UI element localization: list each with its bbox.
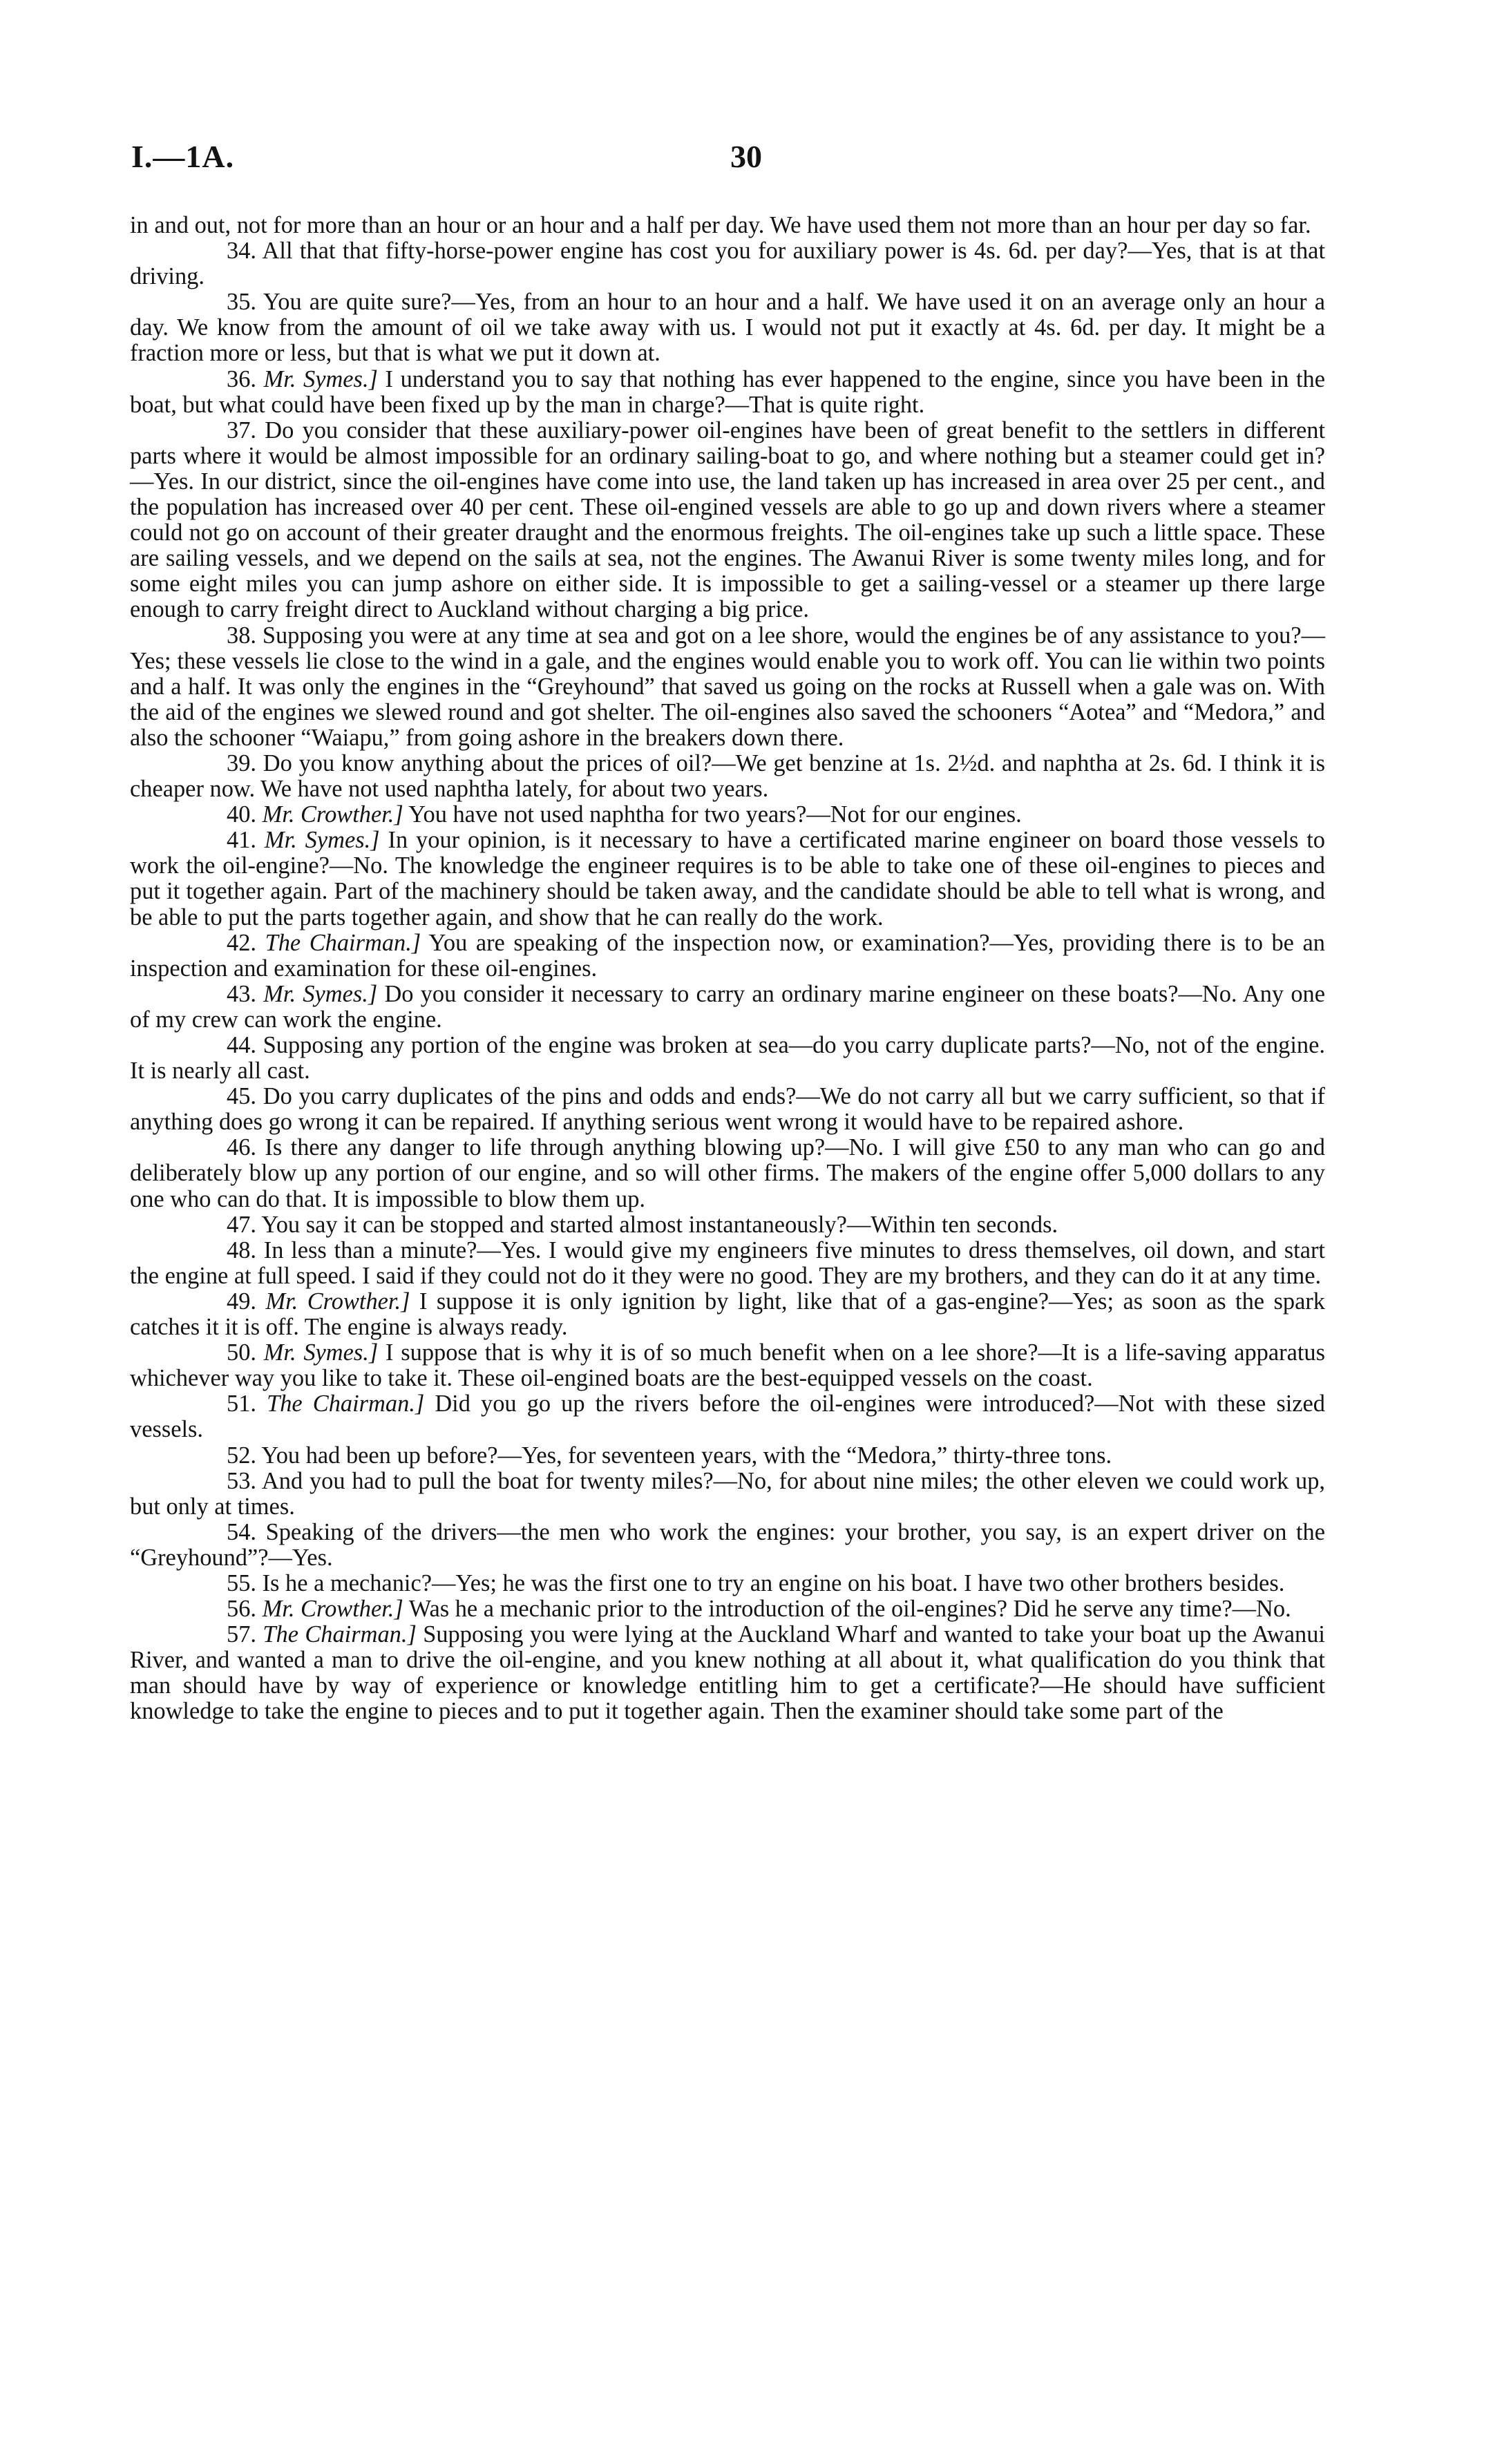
question-paragraph — [130, 1033, 1325, 1084]
paragraph-text: You say it can be stopped and started almost instantaneously?—Within ten seconds. — [261, 1211, 1058, 1238]
question-number: 48. — [227, 1236, 256, 1263]
paragraph-text: You are speaking of the inspection now, or examination?—Yes, providing there is to be an inspection and examination for these oil-engines. — [130, 929, 1325, 982]
question-paragraph — [130, 751, 1325, 802]
paragraph-text: Do you consider it necessary to carry an ordinary marine engineer on these boats?—No. Any one of my crew can work the engine. — [130, 980, 1325, 1033]
speaker-name: The Chairman.] — [267, 1391, 425, 1417]
paragraph-text: In your opinion, is it necessary to have a certificated marine engineer on board those vessels to work the oil-engine?—No. The knowledge the engineer requires is to be able to take one of these oil-engines to pieces and put it together again. Part of the machinery should be taken away, and the candidate should be able to tell what is wrong, and be able to put the parts together again, and show that he can really do the work. — [130, 827, 1326, 930]
speaker-name: The Chairman.] — [265, 929, 421, 956]
paragraph-text: I understand you to say that nothing has ever happened to the engine, since you have been in the boat, but what could have been fixed up by the man in charge?—That is quite right. — [130, 365, 1325, 418]
question-paragraph — [130, 1391, 1325, 1442]
paragraph-text: All that that fifty-horse-power engine has cost you for auxiliary power is 4s. 6d. per day?—Yes, that is at that driving. — [130, 238, 1326, 290]
question-paragraph — [130, 802, 1325, 828]
question-paragraph — [130, 289, 1325, 366]
speaker-name: Mr. Symes.] — [263, 365, 378, 392]
question-paragraph — [130, 1520, 1325, 1571]
question-paragraph — [130, 1135, 1325, 1212]
question-number: 57. — [227, 1621, 256, 1648]
speaker-name: Mr. Symes.] — [263, 1339, 379, 1366]
question-paragraph — [130, 238, 1325, 289]
question-paragraph — [130, 367, 1325, 418]
speaker-name: Mr. Crowther.] — [265, 1288, 410, 1315]
question-number: 44. — [227, 1032, 256, 1058]
paragraph-text: I suppose that is why it is of so much benefit when on a lee shore?—It is a life-saving apparatus whichever way you like to take it. These oil-engined boats are the best-equipped vessels on the coast. — [130, 1339, 1325, 1392]
paragraph-text: Is he a mechanic?—Yes; he was the first one to try an engine on his boat. I have two other brothers besides. — [262, 1569, 1285, 1596]
question-number: 45. — [227, 1083, 256, 1110]
question-number: 46. — [227, 1134, 256, 1161]
speaker-name: Mr. Crowther.] — [262, 1596, 403, 1623]
question-number: 43. — [227, 980, 256, 1007]
paragraph-text: I suppose it is only ignition by light, like that of a gas-engine?—Yes; as soon as the spark catches it it is off. The engine is always ready. — [130, 1288, 1325, 1341]
paragraph-text: Is there any danger to life through anything blowing up?—No. I will give £50 to any man who can go and deliberately blow up any portion of our engine, and so will other firms. The makers of the engine offer 5,000 dollars to any one who can do that. It is impossible to blow them up. — [130, 1134, 1325, 1212]
document-reference: I.—1A. — [131, 139, 235, 174]
paragraph-text: You had been up before?—Yes, for seventeen years, with the “Medora,” thirty-three tons. — [261, 1442, 1112, 1469]
question-paragraph — [130, 1469, 1325, 1520]
paragraph-text: Do you carry duplicates of the pins and odds and ends?—We do not carry all but we carry sufficient, so that if anything does go wrong it can be repaired. If anything serious went wrong it would have to be repaired ashore. — [130, 1083, 1325, 1136]
paragraph-text: in and out, not for more than an hour or an hour and a half per day. We have used them not more than an hour per day so far. — [130, 212, 1311, 238]
speaker-name: Mr. Symes.] — [264, 827, 380, 854]
question-number: 42. — [227, 929, 256, 956]
question-paragraph — [130, 1443, 1325, 1469]
page-number: 30 — [730, 139, 762, 174]
paragraph-text: Speaking of the drivers—the men who work the engines: your brother, you say, is an expert driver on the “Greyhound”?—Yes. — [130, 1518, 1325, 1571]
speaker-name: Mr. Crowther.] — [262, 801, 403, 828]
question-number: 51. — [227, 1391, 256, 1417]
question-paragraph — [130, 982, 1325, 1033]
paragraph-text: Supposing any portion of the engine was broken at sea—do you carry duplicate parts?—No, not of the engine. It is nearly all cast. — [130, 1032, 1325, 1085]
question-number: 40. — [227, 801, 256, 828]
paragraph-text: Did you go up the rivers before the oil-engines were introduced?—Not with these sized vessels. — [130, 1391, 1325, 1443]
paragraph-text: Supposing you were lying at the Auckland Wharf and wanted to take your boat up the Awanui River, and wanted a man to drive the oil-engine, and you knew nothing at all about it, what qualification do you think that man should have by way of experience or knowledge entitling him to get a certificate?—He should have sufficient knowledge to take the engine to pieces and to put it together again. Then the examiner should take some part of the — [130, 1621, 1325, 1725]
question-paragraph — [130, 418, 1325, 623]
paragraph-text: You have not used naphtha for two years?—Not for our engines. — [408, 801, 1022, 828]
question-number: 49. — [227, 1288, 256, 1315]
running-header — [0, 138, 1493, 187]
question-number: 38. — [227, 622, 256, 649]
question-paragraph — [130, 1571, 1325, 1596]
question-paragraph — [130, 828, 1325, 930]
question-number: 37. — [227, 417, 256, 443]
question-paragraph — [130, 1340, 1325, 1391]
question-number: 41. — [227, 827, 256, 854]
speaker-name: The Chairman.] — [263, 1621, 417, 1648]
question-number: 36. — [227, 365, 256, 392]
paragraph-text: Supposing you were at any time at sea and got on a lee shore, would the engines be of any assistance to you?—Yes; these vessels lie close to the wind in a gale, and the engines would enable you to work off. You can lie within two points and a half. It was only the engines in the “Greyhound” that saved us going on the rocks at Russell when a gale was on. With the aid of the engines we slewed round and got shelter. The oil-engines also saved the schooners “Aotea” and “Medora,” and also the schooner “Waiapu,” from going ashore in the breakers down there. — [130, 622, 1325, 751]
question-paragraph — [130, 1238, 1325, 1289]
question-number: 52. — [227, 1442, 256, 1469]
paragraph-text: In less than a minute?—Yes. I would give my engineers five minutes to dress themselves, oil down, and start the engine at full speed. I said if they could not do it they were no good. They are my brothers, and they can do it at any time. — [130, 1236, 1325, 1289]
question-paragraph — [130, 1622, 1325, 1724]
question-paragraph — [130, 623, 1325, 751]
question-paragraph — [130, 930, 1325, 982]
question-number: 50. — [227, 1339, 256, 1366]
minutes-text — [130, 213, 1325, 1725]
question-number: 35. — [227, 289, 256, 316]
question-paragraph — [130, 1212, 1325, 1238]
paragraph-text: And you had to pull the boat for twenty miles?—No, for about nine miles; the other eleven we could work up, but only at times. — [130, 1467, 1326, 1520]
paragraph-text: You are quite sure?—Yes, from an hour to an hour and a half. We have used it on an average only an hour a day. We know from the amount of oil we take away with us. I would not put it exactly at 4s. 6d. per day. It might be a fraction more or less, but that is what we put it down at. — [130, 289, 1325, 367]
paragraph-text: Do you know anything about the prices of oil?—We get benzine at 1s. 2½d. and naphtha at 2s. 6d. I think it is cheaper now. We have not used naphtha lately, for about two years. — [130, 749, 1325, 803]
question-number: 56. — [227, 1596, 256, 1623]
continuation-paragraph — [130, 213, 1325, 238]
speaker-name: Mr. Symes.] — [263, 980, 378, 1007]
question-paragraph — [130, 1084, 1325, 1135]
question-number: 39. — [227, 749, 256, 776]
paragraph-text: Was he a mechanic prior to the introduction of the oil-engines? Did he serve any time?—No. — [408, 1596, 1291, 1623]
question-number: 47. — [227, 1211, 256, 1238]
question-number: 54. — [227, 1518, 256, 1545]
question-paragraph — [130, 1596, 1325, 1622]
question-paragraph — [130, 1289, 1325, 1340]
question-number: 53. — [227, 1467, 256, 1494]
paragraph-text: Do you consider that these auxiliary-power oil-engines have been of great benefit to the settlers in different parts where it would be almost impossible for an ordinary sailing-boat to go, and where nothing but a steamer could get in?—Yes. In our district, since the oil-engines have come into use, the land taken up has increased in area over 25 per cent., and the population has increased over 40 per cent. These oil-engined vessels are able to go up and down rivers where a steamer could not go on account of their greater draught and the enormous freights. The oil-engines take up such a little space. These are sailing vessels, and we depend on the sails at sea, not the engines. The Awanui River is some twenty miles long, and for some eight miles you can jump ashore on either side. It is impossible to get a sailing-vessel or a steamer up there large enough to carry freight direct to Auckland without charging a big price. — [130, 417, 1325, 623]
question-number: 34. — [227, 238, 256, 265]
question-number: 55. — [227, 1569, 256, 1596]
